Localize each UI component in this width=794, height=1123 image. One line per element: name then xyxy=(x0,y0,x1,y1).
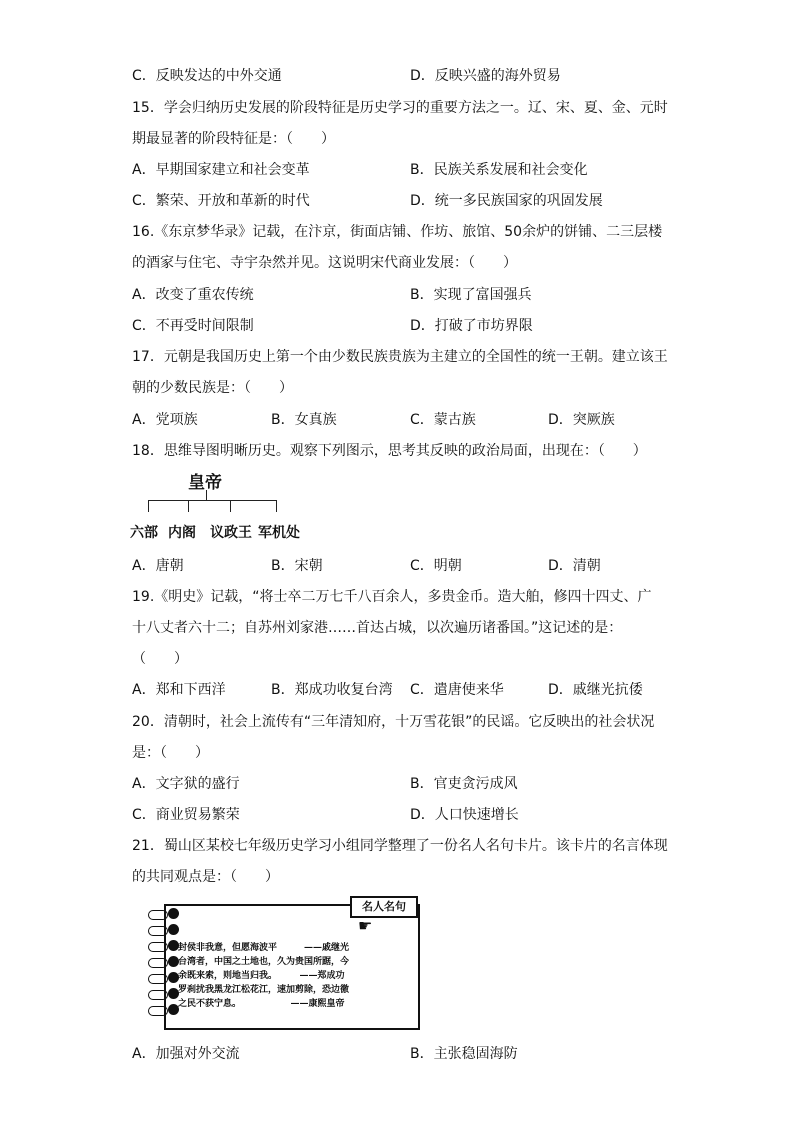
q20-option-a: A．文字狱的盛行 xyxy=(132,776,240,792)
diagram-drop xyxy=(276,500,277,512)
q17-option-a: A．党项族 xyxy=(132,412,198,428)
org-chart-diagram xyxy=(130,468,300,546)
card-quote-line: 罗刹扰我黑龙江松花江，速加剪除，恐边徼 xyxy=(178,985,350,995)
q21-option-a: A．加强对外交流 xyxy=(132,1046,240,1062)
card-quote-line: 余既来索，则地当归我。 ——郑成功 xyxy=(178,971,345,981)
diagram-branch-label: 议政王 xyxy=(210,525,252,541)
q17-option-c: C．蒙古族 xyxy=(410,412,476,428)
pointing-hand-icon: ☛ xyxy=(358,916,373,935)
card-tag: 名人名句 xyxy=(350,896,418,918)
binder-ring-icon xyxy=(148,926,174,936)
q19-stem-line3: （ ） xyxy=(132,651,188,667)
q15-option-c: C．繁荣、开放和革新的时代 xyxy=(132,193,310,209)
q20-option-d: D．人口快速增长 xyxy=(410,807,519,823)
q18-option-d: D．清朝 xyxy=(548,558,601,574)
card-quote-line: 封侯非我意，但愿海波平 ——戚继光 xyxy=(178,943,350,953)
diagram-branch-label: 军机处 xyxy=(258,525,300,541)
q18-option-a: A．唐朝 xyxy=(132,558,184,574)
q14-option-c: C．反映发达的中外交通 xyxy=(132,68,282,84)
q19-option-a: A．郑和下西洋 xyxy=(132,682,226,698)
q21-option-b: B．主张稳固海防 xyxy=(410,1046,518,1062)
card-frame xyxy=(164,904,420,1030)
q19-option-b: B．郑成功收复台湾 xyxy=(271,682,393,698)
q15-stem-line1: 15．学会归纳历史发展的阶段特征是历史学习的重要方法之一。辽、宋、夏、金、元时 xyxy=(132,100,668,116)
diagram-drop xyxy=(148,500,149,512)
diagram-stem xyxy=(206,490,207,500)
q17-option-d: D．突厥族 xyxy=(548,412,615,428)
q16-option-a: A．改变了重农传统 xyxy=(132,287,254,303)
binder-ring-icon xyxy=(148,1006,174,1016)
q15-stem-line2: 期最显著的阶段特征是：（ ） xyxy=(132,131,335,147)
binder-ring-icon xyxy=(148,910,174,920)
diagram-drop xyxy=(188,500,189,512)
diagram-branch-line xyxy=(148,500,276,501)
q21-stem-line2: 的共同观点是：（ ） xyxy=(132,869,279,885)
q16-option-d: D．打破了市坊界限 xyxy=(410,318,533,334)
diagram-branch-label: 六部 xyxy=(130,525,158,541)
q16-option-c: C．不再受时间限制 xyxy=(132,318,254,334)
binder-ring-icon xyxy=(148,942,174,952)
q18-stem-line1: 18．思维导图明晰历史。观察下列图示，思考其反映的政治局面，出现在：（ ） xyxy=(132,443,647,459)
diagram-drop xyxy=(230,500,231,512)
q16-stem-line1: 16.《东京梦华录》记载，在汴京，街面店铺、作坊、旅馆、50余炉的饼铺、二三层楼 xyxy=(132,224,663,240)
q19-option-d: D．戚继光抗倭 xyxy=(548,682,643,698)
q20-stem-line2: 是：（ ） xyxy=(132,745,209,761)
q17-stem-line1: 17．元朝是我国历史上第一个由少数民族贵族为主建立的全国性的统一王朝。建立该王 xyxy=(132,349,668,365)
q15-option-a: A．早期国家建立和社会变革 xyxy=(132,162,310,178)
q18-option-c: C．明朝 xyxy=(410,558,462,574)
diagram-branch-label: 内阁 xyxy=(168,525,196,541)
q17-stem-line2: 朝的少数民族是：（ ） xyxy=(132,380,293,396)
card-quote-line: 台湾者，中国之土地也，久为贵国所踞，今 xyxy=(178,957,350,967)
q19-option-c: C．遣唐使来华 xyxy=(410,682,504,698)
binder-ring-icon xyxy=(148,990,174,1000)
q15-option-d: D．统一多民族国家的巩固发展 xyxy=(410,193,603,209)
q15-option-b: B．民族关系发展和社会变化 xyxy=(410,162,588,178)
q21-stem-line1: 21．蜀山区某校七年级历史学习小组同学整理了一份名人名句卡片。该卡片的名言体现 xyxy=(132,838,668,854)
q20-option-b: B．官吏贪污成风 xyxy=(410,776,518,792)
q14-option-d: D．反映兴盛的海外贸易 xyxy=(410,68,561,84)
quote-card-image xyxy=(144,894,420,1030)
q20-option-c: C．商业贸易繁荣 xyxy=(132,807,240,823)
diagram-root-label: 皇帝 xyxy=(188,473,222,493)
binder-ring-icon xyxy=(148,958,174,968)
q18-option-b: B．宋朝 xyxy=(271,558,323,574)
q19-stem-line2: 十八丈者六十二；自苏州刘家港……首达占城，以次遍历诸番国。”这记述的是： xyxy=(132,620,623,636)
q16-stem-line2: 的酒家与住宅、寺宇杂然并见。这说明宋代商业发展：（ ） xyxy=(132,255,517,271)
q19-stem-line1: 19.《明史》记载，“将士卒二万七千八百余人，多贵金币。造大舶，修四十四丈、广 xyxy=(132,589,652,605)
q20-stem-line1: 20．清朝时，社会上流传有“三年清知府，十万雪花银”的民谣。它反映出的社会状况 xyxy=(132,714,655,730)
card-quote-line: 之民不获宁息。 ——康熙皇帝 xyxy=(178,999,345,1009)
q17-option-b: B．女真族 xyxy=(271,412,337,428)
q16-option-b: B．实现了富国强兵 xyxy=(410,287,532,303)
binder-ring-icon xyxy=(148,974,174,984)
